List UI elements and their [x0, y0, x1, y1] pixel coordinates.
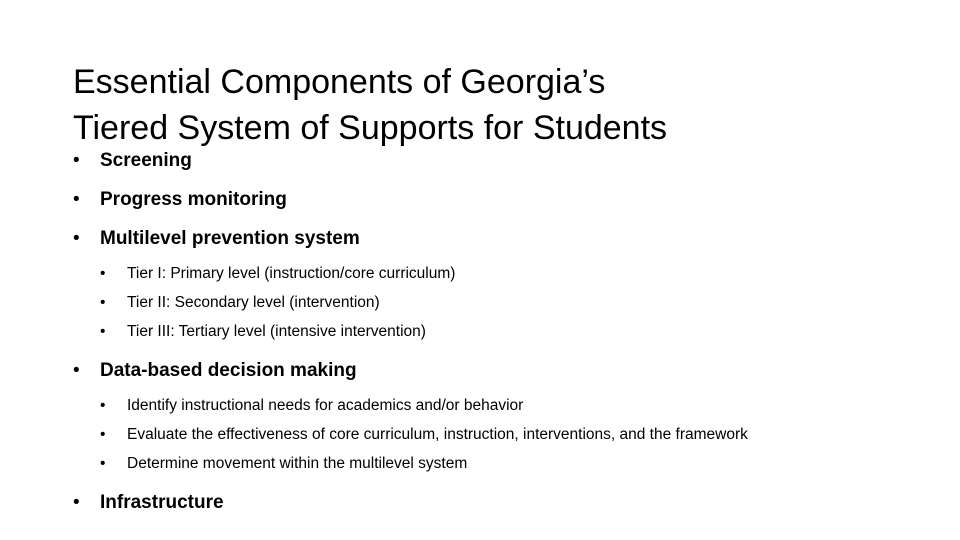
sub-bullet-label: Identify instructional needs for academics and/or behavior [127, 397, 524, 414]
sub-bullet-item [100, 391, 933, 420]
sub-bullet-item [100, 420, 933, 449]
bullet-item-multilevel-prevention-system [73, 226, 933, 252]
sub-bullet-label: Tier II: Secondary level (intervention) [127, 294, 380, 311]
sub-bullet-glyph: • [100, 323, 106, 340]
bullet-glyph: • [73, 492, 80, 513]
sub-bullet-glyph: • [100, 294, 106, 311]
bullet-label: Multilevel prevention system [100, 228, 360, 249]
sub-bullet-item [100, 259, 933, 288]
bullet-label: Data-based decision making [100, 360, 357, 381]
bullet-label: Progress monitoring [100, 189, 287, 210]
sub-bullet-label: Tier III: Tertiary level (intensive intervention) [127, 323, 426, 340]
bullet-glyph: • [73, 228, 80, 249]
sub-bullet-label: Tier I: Primary level (instruction/core curriculum) [127, 265, 456, 282]
bullet-item-infrastructure [73, 490, 933, 516]
sub-bullet-glyph: • [100, 426, 106, 443]
sub-bullet-item [100, 317, 933, 346]
sub-bullet-list [100, 391, 933, 478]
sub-bullet-label: Evaluate the effectiveness of core curriculum, instruction, interventions, and the framework [127, 426, 748, 443]
bullet-list [73, 148, 933, 516]
bullet-item-screening [73, 148, 933, 174]
sub-bullet-glyph: • [100, 265, 106, 282]
bullet-item-progress-monitoring [73, 187, 933, 213]
slide-title [73, 59, 893, 151]
slide-title-line-1: Essential Components of Georgia’s [73, 62, 606, 101]
sub-bullet-item [100, 288, 933, 317]
bullet-label: Infrastructure [100, 492, 224, 513]
bullet-glyph: • [73, 189, 80, 210]
sub-bullet-glyph: • [100, 455, 106, 472]
bullet-label: Screening [100, 150, 192, 171]
slide-title-line-2: Tiered System of Supports for Students [73, 108, 668, 147]
sub-bullet-label: Determine movement within the multilevel system [127, 455, 468, 472]
bullet-glyph: • [73, 360, 80, 381]
sub-bullet-list [100, 259, 933, 346]
sub-bullet-glyph: • [100, 397, 106, 414]
sub-bullet-item [100, 449, 933, 478]
bullet-item-data-based-decision-making [73, 358, 933, 384]
bullet-glyph: • [73, 150, 80, 171]
